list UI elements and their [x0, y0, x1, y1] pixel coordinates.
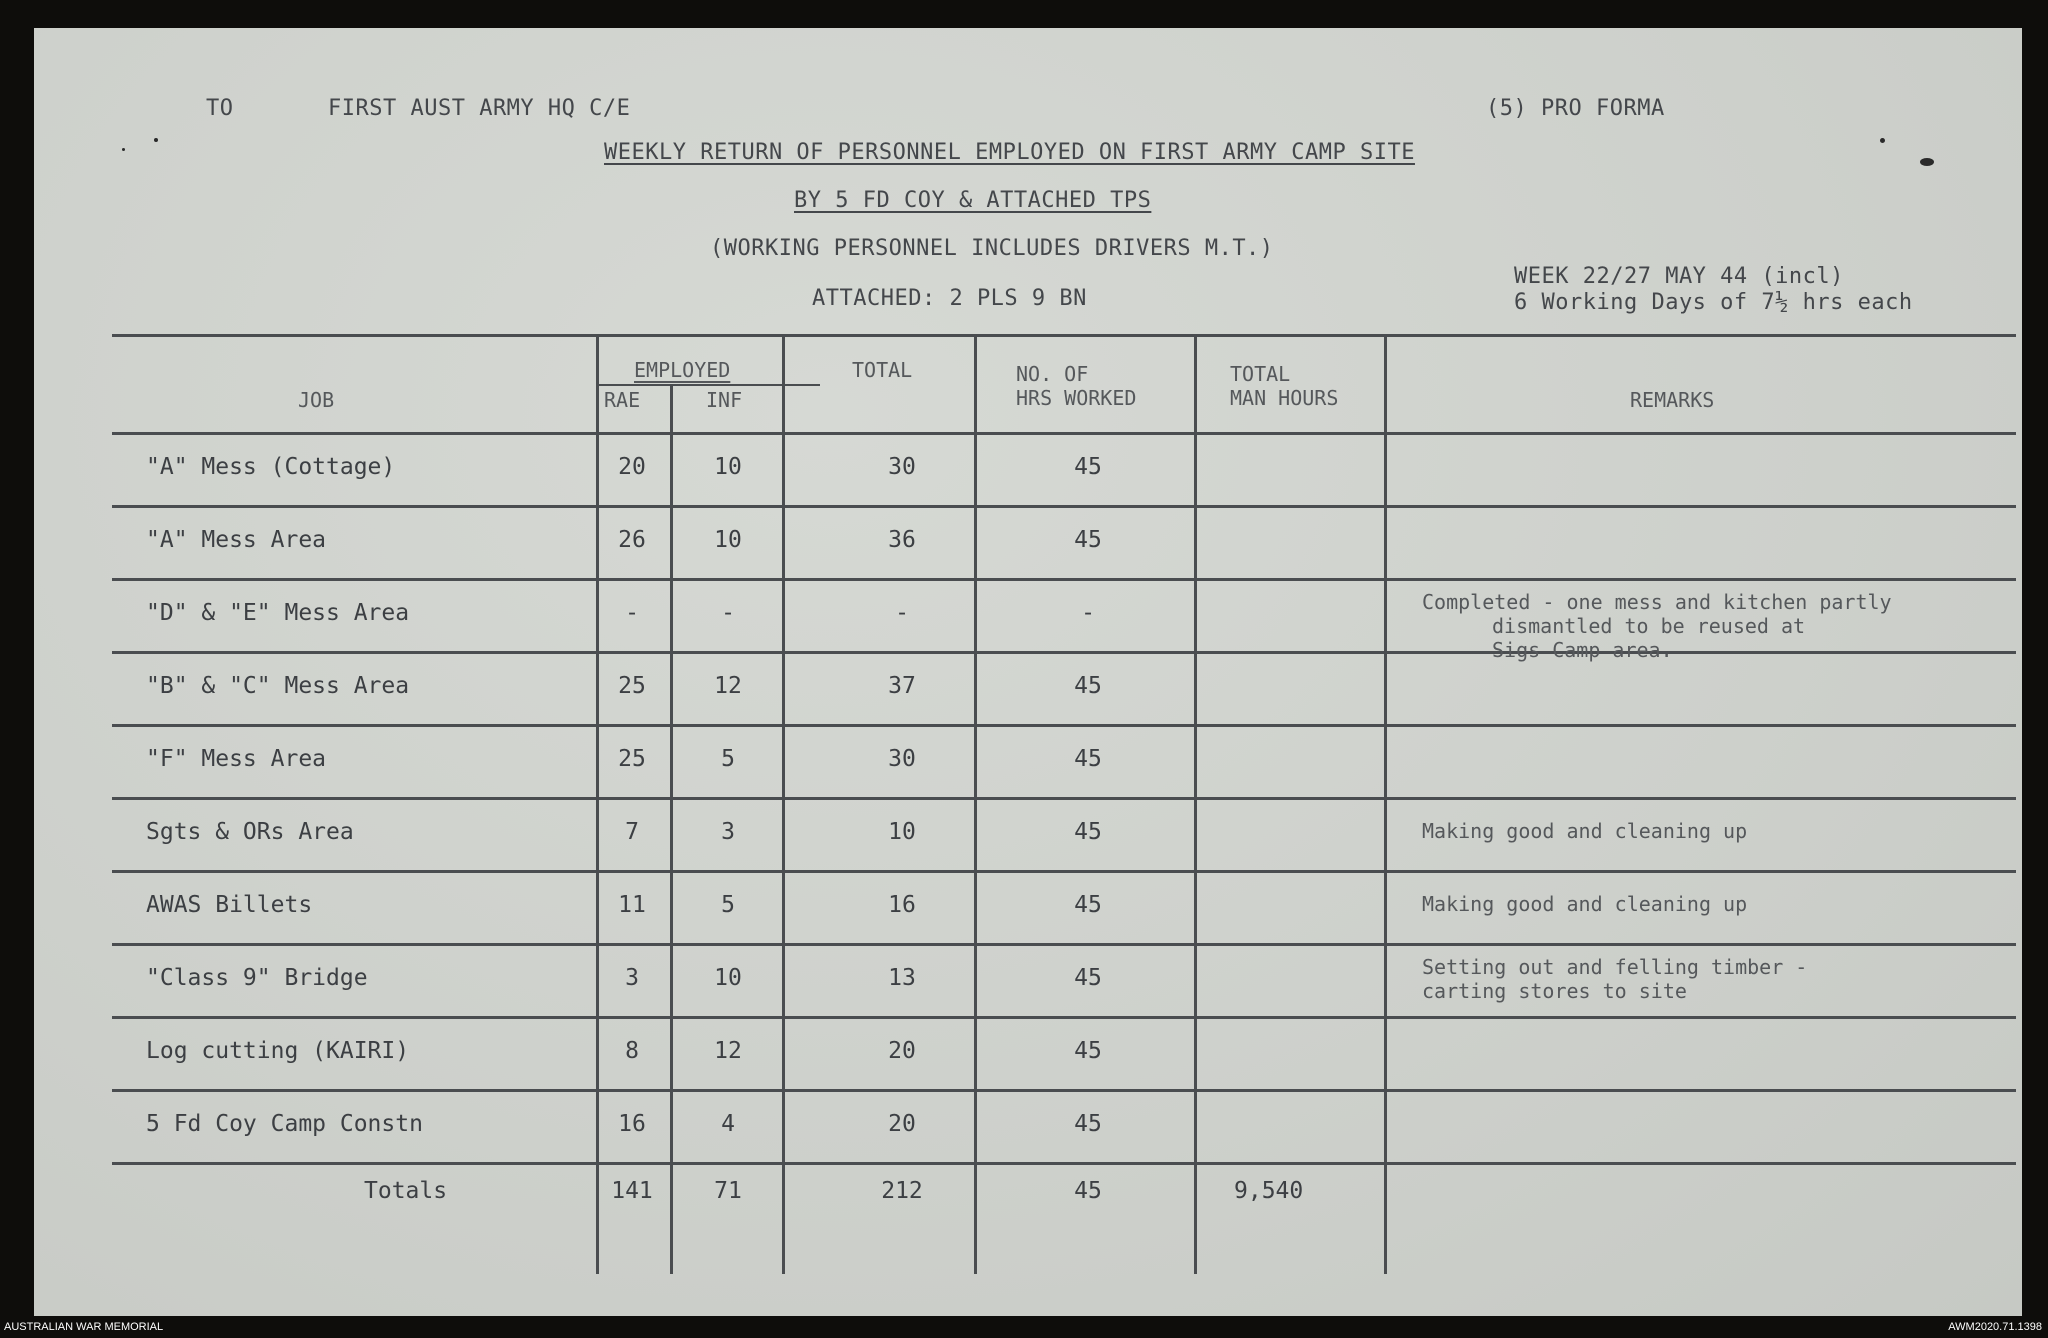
- row-rae: 26: [618, 527, 646, 553]
- row-rae: -: [625, 600, 639, 626]
- footer-left: AUSTRALIAN WAR MEMORIAL: [4, 1321, 164, 1333]
- row-remarks: Making good and cleaning up: [1422, 892, 1748, 916]
- header-total: TOTAL: [852, 358, 913, 382]
- row-job: AWAS Billets: [146, 892, 313, 918]
- row-total: 16: [888, 892, 916, 918]
- row-total: 37: [888, 673, 916, 699]
- row-total: 13: [888, 965, 916, 991]
- row-rule: [112, 797, 2016, 800]
- ink-speck: [122, 148, 125, 151]
- totals-total: 212: [881, 1178, 923, 1204]
- ink-speck: [1920, 158, 1934, 166]
- row-rule: [112, 651, 2016, 654]
- col-divider: [1384, 334, 1387, 1274]
- row-inf: 5: [721, 892, 735, 918]
- row-total: 20: [888, 1111, 916, 1137]
- row-job: "F" Mess Area: [146, 746, 327, 772]
- row-hrs: 45: [1074, 1038, 1102, 1064]
- row-total: 30: [888, 454, 916, 480]
- row-total: 10: [888, 819, 916, 845]
- row-rae: 3: [625, 965, 639, 991]
- row-inf: 12: [714, 673, 742, 699]
- row-hrs: 45: [1074, 965, 1102, 991]
- row-rule: [112, 1089, 2016, 1092]
- row-job: "Class 9" Bridge: [146, 965, 368, 991]
- row-rae: 25: [618, 673, 646, 699]
- row-hrs: 45: [1074, 527, 1102, 553]
- row-total: 36: [888, 527, 916, 553]
- row-rule: [112, 724, 2016, 727]
- row-rae: 16: [618, 1111, 646, 1137]
- totals-hrs: 45: [1074, 1178, 1102, 1204]
- row-rule: [112, 505, 2016, 508]
- row-rule: [112, 1016, 2016, 1019]
- row-job: "A" Mess (Cottage): [146, 454, 396, 480]
- row-inf: 10: [714, 527, 742, 553]
- row-rae: 11: [618, 892, 646, 918]
- header-inf: INF: [706, 388, 743, 412]
- header-man-1: TOTAL: [1230, 362, 1291, 386]
- row-rae: 7: [625, 819, 639, 845]
- col-divider: [1194, 334, 1197, 1274]
- proforma-label: (5) PRO FORMA: [1486, 96, 1665, 121]
- row-job: "A" Mess Area: [146, 527, 327, 553]
- row-inf: 3: [721, 819, 735, 845]
- document-sheet: [34, 28, 2022, 1316]
- row-remarks: Completed - one mess and kitchen partly: [1422, 590, 1892, 614]
- totals-top-rule: [112, 1162, 2016, 1165]
- row-total: 30: [888, 746, 916, 772]
- header-hrs-2: HRS WORKED: [1016, 386, 1137, 410]
- subtitle: (WORKING PERSONNEL INCLUDES DRIVERS M.T.): [710, 236, 1274, 261]
- totals-label: Totals: [364, 1178, 448, 1204]
- row-hrs: 45: [1074, 454, 1102, 480]
- row-hrs: 45: [1074, 1111, 1102, 1137]
- row-remarks: Making good and cleaning up: [1422, 819, 1748, 843]
- col-divider: [670, 384, 673, 1274]
- row-hrs: 45: [1074, 892, 1102, 918]
- row-rae: 25: [618, 746, 646, 772]
- header-man-2: MAN HOURS: [1230, 386, 1339, 410]
- header-hrs-1: NO. OF: [1016, 362, 1089, 386]
- row-total: 20: [888, 1038, 916, 1064]
- totals-man-hours: 9,540: [1234, 1178, 1304, 1204]
- week-line-1: WEEK 22/27 MAY 44 (incl): [1514, 264, 1844, 289]
- to-label: TO: [206, 96, 234, 121]
- footer-right: AWM2020.71.1398: [1948, 1321, 2042, 1333]
- attached-line: ATTACHED: 2 PLS 9 BN: [812, 286, 1087, 311]
- col-divider: [596, 334, 599, 1274]
- row-inf: 5: [721, 746, 735, 772]
- ink-speck: [154, 138, 158, 142]
- col-divider: [782, 334, 785, 1274]
- row-rule: [112, 943, 2016, 946]
- col-divider: [974, 334, 977, 1274]
- row-rule: [112, 578, 2016, 581]
- employed-underline: [598, 384, 820, 386]
- row-remarks: Sigs Camp area.: [1492, 638, 1673, 662]
- row-inf: 10: [714, 454, 742, 480]
- row-inf: 10: [714, 965, 742, 991]
- row-remarks: Setting out and felling timber -: [1422, 955, 1808, 979]
- title-line-1: WEEKLY RETURN OF PERSONNEL EMPLOYED ON FIRST ARMY CAMP SITE: [604, 140, 1415, 165]
- header-remarks: REMARKS: [1630, 388, 1715, 412]
- row-hrs: 45: [1074, 819, 1102, 845]
- row-job: 5 Fd Coy Camp Constn: [146, 1111, 423, 1137]
- row-remarks: dismantled to be reused at: [1492, 614, 1806, 638]
- archive-footer: [0, 1316, 2048, 1338]
- row-job: "B" & "C" Mess Area: [146, 673, 410, 699]
- row-total: -: [895, 600, 909, 626]
- ink-speck: [1880, 138, 1885, 143]
- header-rae: RAE: [604, 388, 641, 412]
- week-line-2: 6 Working Days of 7½ hrs each: [1514, 290, 1913, 315]
- title-line-2: BY 5 FD COY & ATTACHED TPS: [794, 188, 1152, 213]
- header-employed: EMPLOYED: [634, 358, 731, 382]
- row-job: Sgts & ORs Area: [146, 819, 354, 845]
- row-inf: 12: [714, 1038, 742, 1064]
- header-bottom-rule: [112, 432, 2016, 435]
- row-rule: [112, 870, 2016, 873]
- row-inf: 4: [721, 1111, 735, 1137]
- row-job: Log cutting (KAIRI): [146, 1038, 410, 1064]
- row-inf: -: [721, 600, 735, 626]
- row-hrs: -: [1081, 600, 1095, 626]
- row-hrs: 45: [1074, 673, 1102, 699]
- table-top-rule: [112, 334, 2016, 337]
- totals-rae: 141: [611, 1178, 653, 1204]
- totals-inf: 71: [714, 1178, 742, 1204]
- row-remarks: carting stores to site: [1422, 979, 1687, 1003]
- row-rae: 8: [625, 1038, 639, 1064]
- header-job: JOB: [298, 388, 335, 412]
- row-hrs: 45: [1074, 746, 1102, 772]
- row-rae: 20: [618, 454, 646, 480]
- row-job: "D" & "E" Mess Area: [146, 600, 410, 626]
- to-value: FIRST AUST ARMY HQ C/E: [328, 96, 631, 121]
